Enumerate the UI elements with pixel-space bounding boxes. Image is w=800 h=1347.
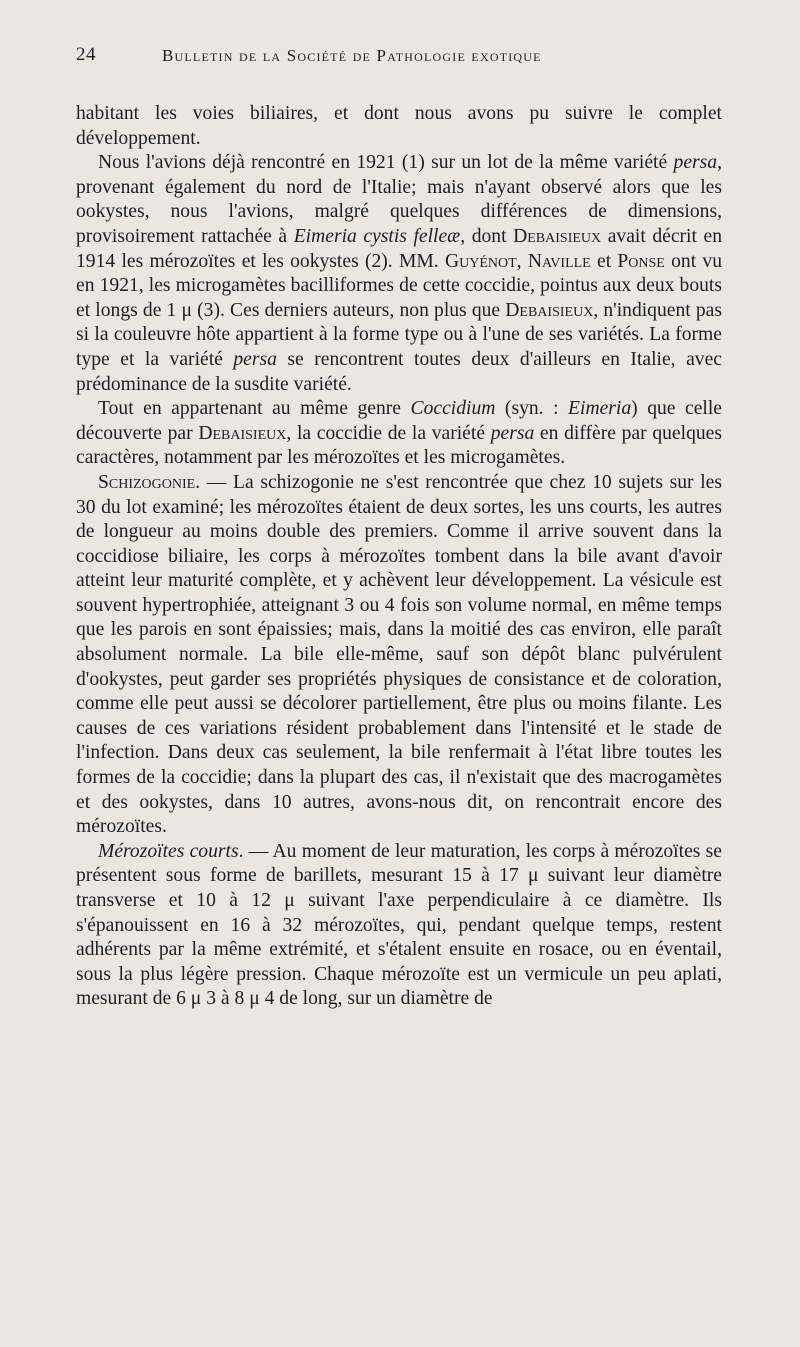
paragraph	[76, 397, 722, 471]
text-run: ) que celle découverte par	[76, 398, 723, 444]
page-number: 24	[76, 44, 96, 65]
author-name: Schizogonie	[98, 471, 196, 493]
paragraph	[76, 840, 722, 1012]
text-run: . — La schizogonie ne s'est rencontrée que chez 10 sujets sur les 30 du lot examiné; les mérozoïtes étaient de deux sortes, les uns courts, les autres de longueur au moins double des premiers. Comme il arrive souvent dans la coccidiose biliaire, les corps à mérozoïtes tombent dans la bile avant d'avoir atteint leur maturité complète, et y achèvent leur développement. La vésicule est souvent hypertrophiée, atteignant 3 ou 4 fois son volume normal, en même temps que les parois en sont épaissies; mais, dans la moitié des cas environ, elle paraît absolument normale. La bile elle-même, sauf son dépôt blanc pulvérulent d'ookystes, peut garder ses propriétés physiques de consistance et de coloration, comme elle peut aussi se décolorer partiellement, être plus ou moins filante. Les causes de ces variations résident probablement dans l'intensité et le stade de l'infection. Dans deux cas seulement, la bile renfermait à l'état libre toutes les formes de la coccidie; dans la plupart des cas, il n'existait que des macrogamètes et des ookystes, dans 10 autres, avons-nous dit, on rencontrait encore des mérozoïtes.	[76, 471, 722, 838]
author-name: Guyénot	[444, 250, 517, 272]
author-name: Ponse	[617, 250, 665, 272]
italic-term: Mérozoïtes courts	[98, 840, 239, 862]
running-title: Bulletin de la Société de Pathologie exotique	[162, 46, 542, 65]
italic-term: persa	[233, 348, 277, 370]
text-run: . — Au moment de leur maturation, les corps à mérozoïtes se présentent sous forme de barillets, mesurant 15 à 17 μ suivant leur diamètre transverse et 10 à 12 μ suivant l'axe perpendiculaire à ce diamètre. Ils s'épanouissent en 16 à 32 mérozoïtes, qui, pendant quelque temps, restent adhérents par la même extrémité, et s'étalent ensuite en rosace, ou en éventail, sous la plus légère pression. Chaque mérozoïte est un vermicule un peu aplati, mesurant de 6 μ 3 à 8 μ 4 de long, sur un diamètre de	[76, 840, 722, 1010]
paragraph	[76, 471, 722, 840]
italic-term: Eimeria	[568, 398, 632, 420]
text-run: et	[590, 250, 618, 272]
text-run: Tout en appartenant au même genre	[98, 398, 411, 420]
italic-term: persa	[490, 422, 535, 444]
italic-term: Eimeria cystis felleæ	[293, 225, 461, 247]
author-name: Debaisieux	[198, 422, 287, 444]
text-run: (syn. :	[495, 398, 569, 420]
text-run: avait décrit en 1914 les mérozoïtes et les ookystes (2). MM.	[76, 225, 722, 272]
author-name: Naville	[527, 250, 591, 272]
text-run: se rencontrent toutes deux d'ailleurs en Italie, avec prédominance de la susdite variété.	[76, 348, 722, 395]
text-run: , provenant également du nord de l'Italie; mais n'ayant observé alors que les ookystes, nous l'avions, malgré quelques différences de dimensions, provisoirement rattachée à	[76, 152, 722, 247]
paragraph	[76, 102, 722, 151]
text-run: , n'indiquent pas si la couleuvre hôte appartient à la forme type ou à l'une de ses variétés. La forme type et la variété	[76, 299, 722, 370]
italic-term: Coccidium	[410, 398, 496, 420]
author-name: Debaisieux	[513, 225, 602, 247]
body-text	[76, 102, 722, 1012]
paragraph	[76, 151, 722, 397]
text-run: en diffère par quelques caractères, notamment par les mérozoïtes et les microgamètes.	[76, 422, 722, 469]
text-run: ont vu en 1921, les microgamètes bacilliformes de cette coccidie, pointus aux deux bouts et longs de 1 μ (3). Ces derniers auteurs, non plus que	[76, 250, 723, 321]
author-name: Debaisieux	[505, 299, 594, 321]
text-run: ,	[516, 250, 528, 272]
text-run: Nous l'avions déjà rencontré en 1921 (1) sur un lot de la même variété	[98, 152, 674, 174]
text-run: , la coccidie de la variété	[286, 422, 491, 444]
italic-term: persa	[673, 152, 718, 174]
text-run: , dont	[460, 225, 514, 247]
page-header	[76, 44, 720, 74]
text-run: habitant les voies biliaires, et dont nous avons pu suivre le complet développement.	[76, 103, 722, 149]
